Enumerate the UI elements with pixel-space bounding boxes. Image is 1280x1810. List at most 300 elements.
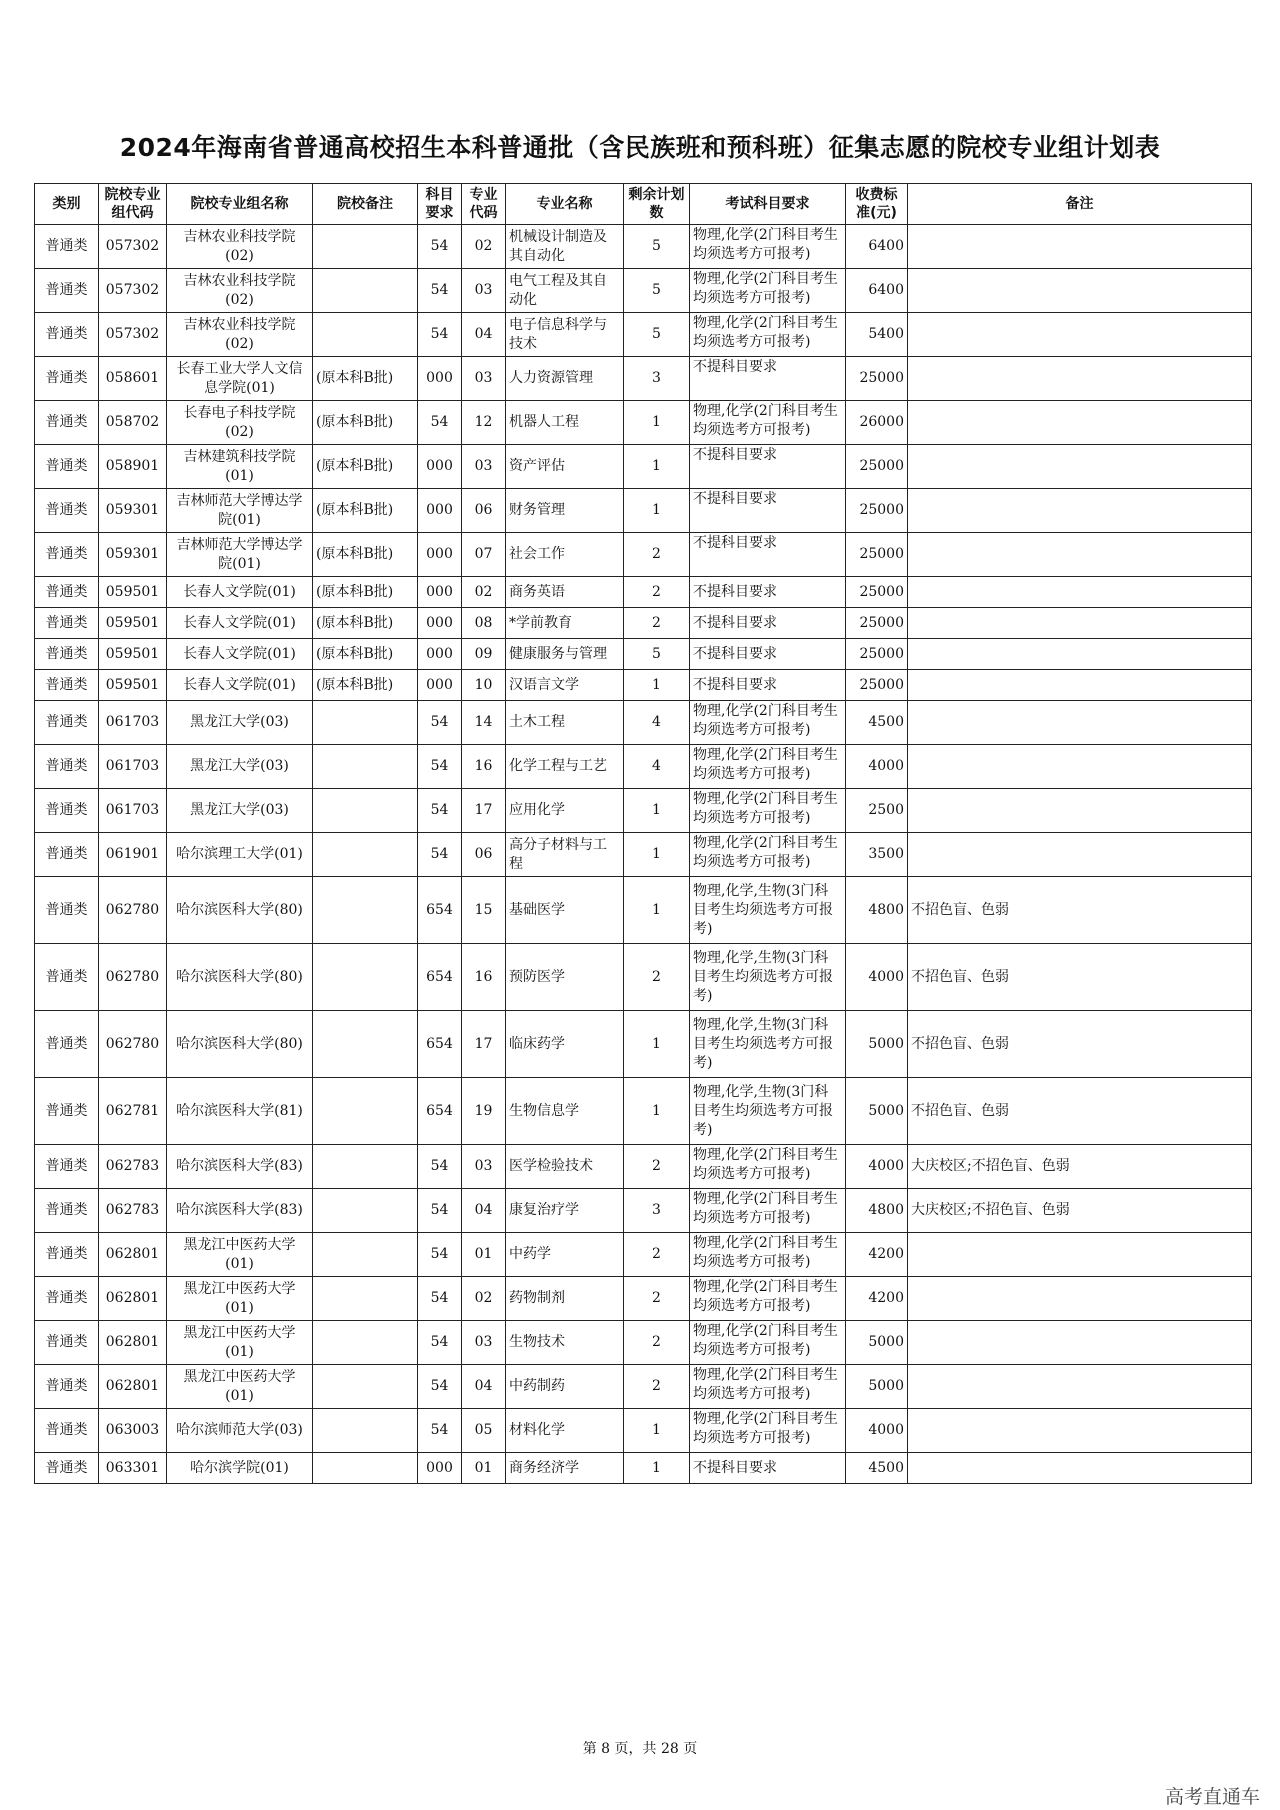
cell-category: 普通类 (35, 1189, 99, 1233)
cell-fee: 4000 (846, 1145, 908, 1189)
cell-remark (908, 1233, 1252, 1277)
cell-category: 普通类 (35, 1233, 99, 1277)
cell-fee: 25000 (846, 357, 908, 401)
cell-fee: 4500 (846, 1453, 908, 1484)
cell-school-note: (原本科B批) (313, 401, 418, 445)
cell-exam-req-text: 物理,化学(2门科目考生均须选考方可报考) (693, 1366, 838, 1402)
cell-school-note: (原本科B批) (313, 608, 418, 639)
cell-subject-req: 54 (418, 745, 462, 789)
cell-remark (908, 701, 1252, 745)
header-major-code: 专业代码 (462, 184, 506, 225)
cell-major-code: 16 (462, 745, 506, 789)
cell-exam-req: 物理,化学,生物(3门科目考生均须选考方可报考) (690, 1011, 846, 1078)
cell-category: 普通类 (35, 313, 99, 357)
cell-remaining: 1 (624, 1011, 690, 1078)
table-row (35, 1453, 1252, 1484)
cell-major-name: 土木工程 (506, 701, 624, 745)
cell-group-code: 061703 (99, 745, 167, 789)
cell-remaining: 1 (624, 789, 690, 833)
cell-exam-req-text: 物理,化学(2门科目考生均须选考方可报考) (693, 270, 838, 306)
table-row (35, 701, 1252, 745)
header-fee: 收费标准(元) (846, 184, 908, 225)
cell-group-code: 062801 (99, 1233, 167, 1277)
cell-remark: 不招色盲、色弱 (908, 877, 1252, 944)
cell-remaining: 3 (624, 1189, 690, 1233)
cell-group-name: 黑龙江中医药大学(01) (167, 1277, 313, 1321)
table-row (35, 1365, 1252, 1409)
cell-major-code: 17 (462, 789, 506, 833)
cell-subject-req: 54 (418, 1145, 462, 1189)
cell-school-note (313, 944, 418, 1011)
cell-school-note (313, 225, 418, 269)
cell-subject-req: 654 (418, 1011, 462, 1078)
cell-group-name: 黑龙江大学(03) (167, 701, 313, 745)
cell-major-code: 03 (462, 445, 506, 489)
cell-subject-req: 000 (418, 577, 462, 608)
cell-major-name: 汉语言文学 (506, 670, 624, 701)
cell-exam-req-text: 不提科目要求 (693, 446, 777, 463)
cell-fee: 4800 (846, 1189, 908, 1233)
cell-fee: 5000 (846, 1078, 908, 1145)
cell-major-code: 06 (462, 833, 506, 877)
cell-major-code: 16 (462, 944, 506, 1011)
cell-group-code: 062801 (99, 1365, 167, 1409)
cell-exam-req-text: 不提科目要求 (693, 358, 777, 375)
cell-group-name: 长春人文学院(01) (167, 577, 313, 608)
cell-exam-req: 不提科目要求 (690, 1453, 846, 1484)
cell-fee: 25000 (846, 489, 908, 533)
cell-category: 普通类 (35, 401, 99, 445)
cell-subject-req: 54 (418, 701, 462, 745)
plan-table-body (35, 225, 1252, 1484)
cell-group-code: 062781 (99, 1078, 167, 1145)
cell-remaining: 2 (624, 577, 690, 608)
table-row (35, 789, 1252, 833)
cell-group-code: 062780 (99, 877, 167, 944)
cell-subject-req: 654 (418, 1078, 462, 1145)
cell-school-note: (原本科B批) (313, 357, 418, 401)
cell-fee: 5000 (846, 1321, 908, 1365)
cell-fee: 6400 (846, 269, 908, 313)
table-row (35, 1189, 1252, 1233)
cell-category: 普通类 (35, 1145, 99, 1189)
cell-group-name: 哈尔滨师范大学(03) (167, 1409, 313, 1453)
cell-remaining: 1 (624, 877, 690, 944)
cell-exam-req: 物理,化学,生物(3门科目考生均须选考方可报考) (690, 877, 846, 944)
table-row (35, 269, 1252, 313)
table-row (35, 944, 1252, 1011)
cell-fee: 25000 (846, 608, 908, 639)
header-subject-req: 科目要求 (418, 184, 462, 225)
header-remaining: 剩余计划数 (624, 184, 690, 225)
cell-school-note: (原本科B批) (313, 577, 418, 608)
cell-school-note (313, 1453, 418, 1484)
cell-school-note (313, 1145, 418, 1189)
cell-school-note (313, 1277, 418, 1321)
cell-school-note: (原本科B批) (313, 670, 418, 701)
cell-category: 普通类 (35, 1409, 99, 1453)
cell-exam-req-text: 物理,化学(2门科目考生均须选考方可报考) (693, 402, 838, 438)
cell-exam-req-text: 物理,化学(2门科目考生均须选考方可报考) (693, 1190, 838, 1226)
cell-remark: 不招色盲、色弱 (908, 1078, 1252, 1145)
cell-remark: 不招色盲、色弱 (908, 944, 1252, 1011)
cell-group-name: 哈尔滨医科大学(80) (167, 944, 313, 1011)
cell-major-code: 19 (462, 1078, 506, 1145)
cell-group-code: 057302 (99, 313, 167, 357)
cell-major-name: 医学检验技术 (506, 1145, 624, 1189)
cell-fee: 2500 (846, 789, 908, 833)
cell-group-name: 黑龙江大学(03) (167, 745, 313, 789)
cell-major-code: 04 (462, 313, 506, 357)
cell-group-code: 063301 (99, 1453, 167, 1484)
cell-exam-req (690, 533, 846, 577)
cell-remark (908, 1365, 1252, 1409)
cell-category: 普通类 (35, 1078, 99, 1145)
cell-exam-req (690, 1365, 846, 1409)
cell-exam-req: 物理,化学,生物(3门科目考生均须选考方可报考) (690, 944, 846, 1011)
table-row (35, 1321, 1252, 1365)
cell-school-note: (原本科B批) (313, 533, 418, 577)
cell-subject-req: 654 (418, 877, 462, 944)
cell-major-name: 商务英语 (506, 577, 624, 608)
cell-exam-req-text: 物理,化学(2门科目考生均须选考方可报考) (693, 834, 838, 870)
cell-major-name: 中药制药 (506, 1365, 624, 1409)
table-row (35, 833, 1252, 877)
cell-fee: 4800 (846, 877, 908, 944)
cell-subject-req: 54 (418, 789, 462, 833)
cell-remaining: 1 (624, 1078, 690, 1145)
table-row (35, 1277, 1252, 1321)
cell-category: 普通类 (35, 833, 99, 877)
cell-group-code: 062780 (99, 1011, 167, 1078)
cell-major-code: 04 (462, 1365, 506, 1409)
cell-remaining: 5 (624, 639, 690, 670)
table-row (35, 401, 1252, 445)
cell-remaining: 3 (624, 357, 690, 401)
cell-group-name: 哈尔滨学院(01) (167, 1453, 313, 1484)
cell-group-name: 哈尔滨医科大学(81) (167, 1078, 313, 1145)
table-row (35, 877, 1252, 944)
table-row (35, 608, 1252, 639)
cell-subject-req: 54 (418, 313, 462, 357)
table-row (35, 1011, 1252, 1078)
cell-major-code: 10 (462, 670, 506, 701)
cell-remaining: 1 (624, 833, 690, 877)
cell-group-code: 061703 (99, 701, 167, 745)
cell-major-name: 材料化学 (506, 1409, 624, 1453)
cell-school-note (313, 1233, 418, 1277)
cell-major-name: 药物制剂 (506, 1277, 624, 1321)
cell-subject-req: 000 (418, 670, 462, 701)
cell-category: 普通类 (35, 639, 99, 670)
cell-group-code: 059501 (99, 639, 167, 670)
cell-school-note: (原本科B批) (313, 489, 418, 533)
cell-category: 普通类 (35, 745, 99, 789)
cell-major-name: 应用化学 (506, 789, 624, 833)
cell-school-note (313, 833, 418, 877)
table-row (35, 670, 1252, 701)
cell-subject-req: 654 (418, 944, 462, 1011)
cell-remark (908, 639, 1252, 670)
cell-major-name: *学前教育 (506, 608, 624, 639)
cell-remaining: 2 (624, 608, 690, 639)
header-remark: 备注 (908, 184, 1252, 225)
cell-school-note (313, 701, 418, 745)
cell-major-code: 14 (462, 701, 506, 745)
cell-exam-req (690, 789, 846, 833)
cell-major-code: 03 (462, 1145, 506, 1189)
cell-remark: 大庆校区;不招色盲、色弱 (908, 1145, 1252, 1189)
cell-remaining: 1 (624, 489, 690, 533)
cell-subject-req: 54 (418, 225, 462, 269)
cell-group-name: 长春电子科技学院(02) (167, 401, 313, 445)
cell-category: 普通类 (35, 269, 99, 313)
cell-exam-req-text: 物理,化学(2门科目考生均须选考方可报考) (693, 702, 838, 738)
cell-category: 普通类 (35, 1365, 99, 1409)
cell-major-code: 17 (462, 1011, 506, 1078)
cell-subject-req: 54 (418, 1277, 462, 1321)
cell-exam-req: 不提科目要求 (690, 639, 846, 670)
cell-remaining: 1 (624, 401, 690, 445)
cell-major-code: 04 (462, 1189, 506, 1233)
cell-group-name: 长春人文学院(01) (167, 670, 313, 701)
table-row (35, 1233, 1252, 1277)
cell-remark (908, 445, 1252, 489)
cell-remark (908, 313, 1252, 357)
cell-major-name: 生物信息学 (506, 1078, 624, 1145)
table-row (35, 1145, 1252, 1189)
cell-major-name: 机器人工程 (506, 401, 624, 445)
cell-subject-req: 54 (418, 1409, 462, 1453)
cell-category: 普通类 (35, 608, 99, 639)
cell-category: 普通类 (35, 1453, 99, 1484)
cell-group-name: 哈尔滨医科大学(83) (167, 1189, 313, 1233)
cell-exam-req: 不提科目要求 (690, 608, 846, 639)
cell-remark (908, 1277, 1252, 1321)
cell-category: 普通类 (35, 1011, 99, 1078)
cell-major-name: 商务经济学 (506, 1453, 624, 1484)
cell-remaining: 2 (624, 1145, 690, 1189)
cell-group-name: 吉林师范大学博达学院(01) (167, 533, 313, 577)
cell-major-name: 电气工程及其自动化 (506, 269, 624, 313)
cell-remaining: 2 (624, 1233, 690, 1277)
cell-exam-req-text: 物理,化学(2门科目考生均须选考方可报考) (693, 226, 838, 262)
cell-remaining: 1 (624, 1409, 690, 1453)
cell-category: 普通类 (35, 489, 99, 533)
cell-exam-req-text: 不提科目要求 (693, 490, 777, 507)
cell-group-code: 058702 (99, 401, 167, 445)
cell-fee: 3500 (846, 833, 908, 877)
table-row (35, 313, 1252, 357)
cell-category: 普通类 (35, 1321, 99, 1365)
cell-group-name: 长春工业大学人文信息学院(01) (167, 357, 313, 401)
cell-category: 普通类 (35, 789, 99, 833)
cell-major-name: 生物技术 (506, 1321, 624, 1365)
cell-school-note (313, 1365, 418, 1409)
cell-remark (908, 401, 1252, 445)
cell-school-note: (原本科B批) (313, 639, 418, 670)
cell-major-code: 06 (462, 489, 506, 533)
cell-fee: 4500 (846, 701, 908, 745)
cell-group-code: 062801 (99, 1321, 167, 1365)
cell-fee: 25000 (846, 577, 908, 608)
cell-remaining: 5 (624, 269, 690, 313)
header-school-note: 院校备注 (313, 184, 418, 225)
table-header-row (35, 184, 1252, 225)
cell-exam-req (690, 1277, 846, 1321)
cell-major-name: 财务管理 (506, 489, 624, 533)
cell-remaining: 1 (624, 670, 690, 701)
cell-major-code: 03 (462, 357, 506, 401)
cell-major-name: 基础医学 (506, 877, 624, 944)
cell-remaining: 5 (624, 313, 690, 357)
cell-subject-req: 54 (418, 269, 462, 313)
cell-exam-req-text: 物理,化学(2门科目考生均须选考方可报考) (693, 746, 838, 782)
cell-exam-req-text: 物理,化学(2门科目考生均须选考方可报考) (693, 1410, 838, 1446)
cell-remaining: 2 (624, 1321, 690, 1365)
table-row (35, 1409, 1252, 1453)
cell-fee: 4200 (846, 1277, 908, 1321)
cell-category: 普通类 (35, 1277, 99, 1321)
cell-subject-req: 000 (418, 533, 462, 577)
cell-major-code: 07 (462, 533, 506, 577)
cell-category: 普通类 (35, 877, 99, 944)
cell-remark (908, 225, 1252, 269)
cell-exam-req-text: 不提科目要求 (693, 534, 777, 551)
cell-remark (908, 577, 1252, 608)
cell-category: 普通类 (35, 944, 99, 1011)
cell-group-code: 062783 (99, 1189, 167, 1233)
cell-school-note (313, 313, 418, 357)
cell-group-code: 061901 (99, 833, 167, 877)
cell-remaining: 2 (624, 944, 690, 1011)
cell-remaining: 4 (624, 701, 690, 745)
cell-major-code: 01 (462, 1453, 506, 1484)
cell-major-code: 01 (462, 1233, 506, 1277)
cell-school-note (313, 1321, 418, 1365)
cell-group-name: 吉林农业科技学院(02) (167, 313, 313, 357)
header-group-code: 院校专业组代码 (99, 184, 167, 225)
cell-group-name: 吉林师范大学博达学院(01) (167, 489, 313, 533)
cell-major-code: 03 (462, 269, 506, 313)
cell-subject-req: 54 (418, 1365, 462, 1409)
cell-fee: 25000 (846, 445, 908, 489)
cell-major-code: 09 (462, 639, 506, 670)
cell-remark (908, 745, 1252, 789)
cell-remaining: 1 (624, 445, 690, 489)
cell-exam-req (690, 1409, 846, 1453)
cell-group-code: 062783 (99, 1145, 167, 1189)
table-row (35, 577, 1252, 608)
cell-school-note (313, 1189, 418, 1233)
cell-remark (908, 1453, 1252, 1484)
cell-remaining: 5 (624, 225, 690, 269)
cell-remaining: 2 (624, 1365, 690, 1409)
page-footer: 第 8 页，共 28 页 (582, 1741, 698, 1757)
cell-subject-req: 000 (418, 639, 462, 670)
cell-group-code: 059501 (99, 577, 167, 608)
cell-group-name: 长春人文学院(01) (167, 608, 313, 639)
cell-fee: 6400 (846, 225, 908, 269)
cell-group-name: 黑龙江中医药大学(01) (167, 1233, 313, 1277)
cell-school-note (313, 1409, 418, 1453)
page-title: 2024年海南省普通高校招生本科普通批（含民族班和预科班）征集志愿的院校专业组计划表 (119, 133, 1161, 162)
cell-exam-req-text: 物理,化学(2门科目考生均须选考方可报考) (693, 1146, 838, 1182)
table-row (35, 357, 1252, 401)
cell-major-name: 人力资源管理 (506, 357, 624, 401)
table-row (35, 1078, 1252, 1145)
cell-category: 普通类 (35, 533, 99, 577)
cell-remark (908, 789, 1252, 833)
cell-major-code: 03 (462, 1321, 506, 1365)
plan-table (34, 183, 1252, 1484)
cell-exam-req (690, 357, 846, 401)
cell-exam-req-text: 物理,化学(2门科目考生均须选考方可报考) (693, 1234, 838, 1270)
cell-major-name: 机械设计制造及其自动化 (506, 225, 624, 269)
cell-fee: 4000 (846, 1409, 908, 1453)
cell-major-code: 02 (462, 225, 506, 269)
cell-major-name: 资产评估 (506, 445, 624, 489)
header-major-name: 专业名称 (506, 184, 624, 225)
cell-remark (908, 1321, 1252, 1365)
cell-subject-req: 54 (418, 401, 462, 445)
cell-category: 普通类 (35, 577, 99, 608)
cell-subject-req: 54 (418, 1233, 462, 1277)
cell-exam-req (690, 225, 846, 269)
cell-group-name: 哈尔滨理工大学(01) (167, 833, 313, 877)
cell-major-name: 中药学 (506, 1233, 624, 1277)
cell-group-code: 059501 (99, 608, 167, 639)
cell-fee: 4000 (846, 944, 908, 1011)
cell-remark: 大庆校区;不招色盲、色弱 (908, 1189, 1252, 1233)
cell-major-code: 08 (462, 608, 506, 639)
cell-fee: 4200 (846, 1233, 908, 1277)
cell-school-note (313, 745, 418, 789)
cell-exam-req (690, 269, 846, 313)
cell-group-name: 哈尔滨医科大学(83) (167, 1145, 313, 1189)
cell-subject-req: 000 (418, 608, 462, 639)
cell-exam-req (690, 1145, 846, 1189)
cell-exam-req: 不提科目要求 (690, 670, 846, 701)
cell-exam-req: 不提科目要求 (690, 577, 846, 608)
cell-exam-req-text: 物理,化学(2门科目考生均须选考方可报考) (693, 790, 838, 826)
cell-remark (908, 670, 1252, 701)
cell-fee: 5000 (846, 1365, 908, 1409)
cell-exam-req (690, 1189, 846, 1233)
cell-major-name: 电子信息科学与技术 (506, 313, 624, 357)
cell-major-name: 预防医学 (506, 944, 624, 1011)
cell-group-name: 黑龙江中医药大学(01) (167, 1365, 313, 1409)
cell-remark (908, 833, 1252, 877)
cell-remark: 不招色盲、色弱 (908, 1011, 1252, 1078)
cell-major-name: 临床药学 (506, 1011, 624, 1078)
cell-fee: 25000 (846, 639, 908, 670)
cell-group-code: 063003 (99, 1409, 167, 1453)
cell-group-name: 哈尔滨医科大学(80) (167, 877, 313, 944)
cell-remark (908, 489, 1252, 533)
cell-group-code: 057302 (99, 225, 167, 269)
cell-group-code: 059501 (99, 670, 167, 701)
cell-exam-req (690, 1233, 846, 1277)
cell-group-name: 吉林建筑科技学院(01) (167, 445, 313, 489)
table-row (35, 445, 1252, 489)
cell-remark (908, 357, 1252, 401)
cell-category: 普通类 (35, 445, 99, 489)
table-row (35, 533, 1252, 577)
cell-exam-req: 物理,化学,生物(3门科目考生均须选考方可报考) (690, 1078, 846, 1145)
cell-group-code: 061703 (99, 789, 167, 833)
cell-group-code: 057302 (99, 269, 167, 313)
